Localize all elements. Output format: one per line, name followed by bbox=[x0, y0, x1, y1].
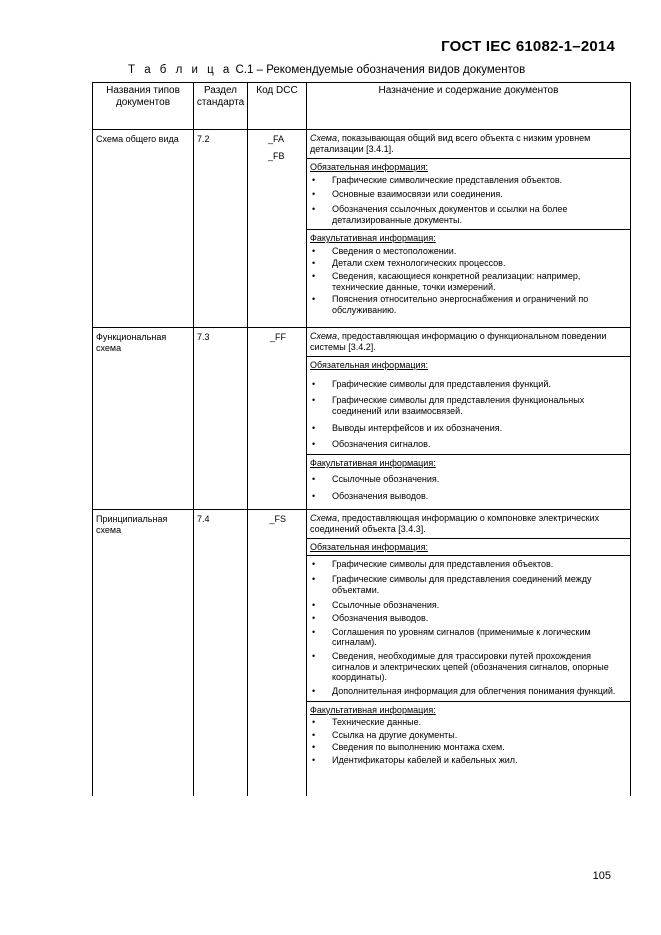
purpose-cell bbox=[307, 130, 631, 328]
list-item: • Графические символы для представления объектов. bbox=[310, 559, 627, 570]
mandatory-heading-text: Обязательная информация bbox=[310, 542, 426, 553]
list-item: • Идентификаторы кабелей и кабельных жил. bbox=[310, 755, 627, 766]
caption-prefix: Т а б л и ц а bbox=[128, 64, 233, 76]
description bbox=[310, 331, 627, 352]
optional-heading: Факультативная информация: bbox=[310, 704, 436, 715]
section-number: 7.2 bbox=[194, 130, 248, 328]
table-row bbox=[93, 510, 631, 796]
mandatory-heading: Обязательная информация: bbox=[310, 162, 428, 173]
page-number: 105 bbox=[592, 870, 611, 882]
optional-heading: Факультативная информация: bbox=[310, 457, 436, 468]
list-item: • Обозначения сигналов. bbox=[310, 439, 627, 450]
doc-type-name: Схема общего вида bbox=[93, 130, 194, 328]
divider bbox=[307, 538, 630, 539]
list-item: • Графические символы для представления функций. bbox=[310, 379, 627, 390]
purpose-cell bbox=[307, 328, 631, 510]
list-item: • Графические символические представления объектов. bbox=[310, 175, 627, 186]
table-row bbox=[93, 130, 631, 328]
section-number: 7.3 bbox=[194, 328, 248, 510]
column-header-name: Названия типов документов bbox=[93, 83, 194, 130]
divider bbox=[307, 356, 630, 357]
list-item: • Технические данные. bbox=[310, 717, 627, 728]
list-item: • Соглашения по уровням сигналов (применимые к логическим сигналам). bbox=[310, 627, 627, 648]
divider bbox=[307, 158, 630, 159]
column-header-code: Код DCC bbox=[248, 83, 307, 130]
dcc-code: _FA bbox=[268, 134, 285, 144]
description-term: Схема bbox=[310, 133, 337, 143]
list-item: • Пояснения относительно энергоснабжения и ограничений по обслуживанию. bbox=[310, 294, 627, 315]
optional-heading: Факультативная информация: bbox=[310, 233, 436, 244]
mandatory-list bbox=[310, 379, 627, 450]
list-item: • Ссылочные обозначения. bbox=[310, 600, 627, 611]
list-item: • Обозначения выводов. bbox=[310, 613, 627, 624]
doc-type-name: Функциональная схема bbox=[93, 328, 194, 510]
description-text: , предоставляющая информацию о функциональном поведении системы [3.4.2]. bbox=[310, 331, 607, 352]
list-item: • Сведения, необходимые для трассировки путей прохождения сигналов и электрических цепей (обозначения сигналов, опорные координаты). bbox=[310, 651, 627, 683]
table-header-row bbox=[93, 83, 631, 130]
caption-number: С.1 bbox=[235, 64, 254, 76]
column-header-section: Раздел стандарта bbox=[194, 83, 248, 130]
section-number: 7.4 bbox=[194, 510, 248, 796]
list-item: • Сведения, касающиеся конкретной реализации: например, технические данные, точки измерений. bbox=[310, 271, 627, 292]
description bbox=[310, 133, 627, 154]
document-types-table bbox=[92, 82, 631, 796]
mandatory-list bbox=[310, 175, 627, 225]
list-item: • Детали схем технологических процессов. bbox=[310, 258, 627, 269]
divider bbox=[307, 701, 630, 702]
divider bbox=[307, 454, 630, 455]
description bbox=[310, 513, 627, 534]
optional-list bbox=[310, 474, 627, 501]
dcc-code: _FS bbox=[248, 510, 307, 796]
purpose-cell bbox=[307, 510, 631, 796]
optional-heading-text: Факультативная информация bbox=[310, 457, 434, 468]
optional-list bbox=[310, 246, 627, 316]
list-item: • Сведения о местоположении. bbox=[310, 246, 627, 257]
list-item: • Ссылочные обозначения. bbox=[310, 474, 627, 485]
dcc-code-cell bbox=[248, 130, 307, 328]
dcc-code: _FF bbox=[248, 328, 307, 510]
mandatory-heading-text: Обязательная информация bbox=[310, 360, 426, 371]
mandatory-list bbox=[310, 559, 627, 697]
description-term: Схема bbox=[310, 331, 337, 341]
list-item: • Ссылка на другие документы. bbox=[310, 730, 627, 741]
mandatory-heading: Обязательная информация: bbox=[310, 360, 428, 371]
table-caption bbox=[128, 64, 525, 76]
description-text: , показывающая общий вид всего объекта с низким уровнем детализации [3.4.1]. bbox=[310, 133, 591, 154]
list-item: • Обозначения ссылочных документов и ссылки на более детализированные документы. bbox=[310, 204, 627, 225]
dcc-code: _FB bbox=[268, 150, 285, 161]
list-item: • Дополнительная информация для облегчения понимания функций. bbox=[310, 686, 627, 697]
list-item: • Основные взаимосвязи или соединения. bbox=[310, 189, 627, 200]
mandatory-heading-text: Обязательная информация bbox=[310, 162, 426, 173]
list-item: • Графические символы для представления соединений между объектами. bbox=[310, 574, 627, 595]
standard-designation: ГОСТ IEC 61082-1–2014 bbox=[441, 38, 615, 55]
doc-type-name: Принципиальная схема bbox=[93, 510, 194, 796]
divider bbox=[307, 229, 630, 230]
column-header-purpose: Назначение и содержание документов bbox=[307, 83, 631, 130]
table-row bbox=[93, 328, 631, 510]
description-term: Схема bbox=[310, 513, 337, 523]
optional-list bbox=[310, 717, 627, 765]
list-item: • Графические символы для представления функциональных соединений или взаимосвязей. bbox=[310, 395, 627, 416]
description-text: , предоставляющая информацию о компоновке электрических соединений объекта [3.4.3]. bbox=[310, 513, 600, 534]
list-item: • Сведения по выполнению монтажа схем. bbox=[310, 742, 627, 753]
divider bbox=[307, 555, 630, 556]
caption-text: – Рекомендуемые обозначения видов документов bbox=[256, 64, 526, 76]
optional-heading-text: Факультативная информация bbox=[310, 704, 434, 715]
mandatory-heading: Обязательная информация: bbox=[310, 542, 428, 553]
list-item: • Выводы интерфейсов и их обозначения. bbox=[310, 423, 627, 434]
list-item: • Обозначения выводов. bbox=[310, 491, 627, 502]
optional-heading-text: Факультативная информация bbox=[310, 233, 434, 244]
